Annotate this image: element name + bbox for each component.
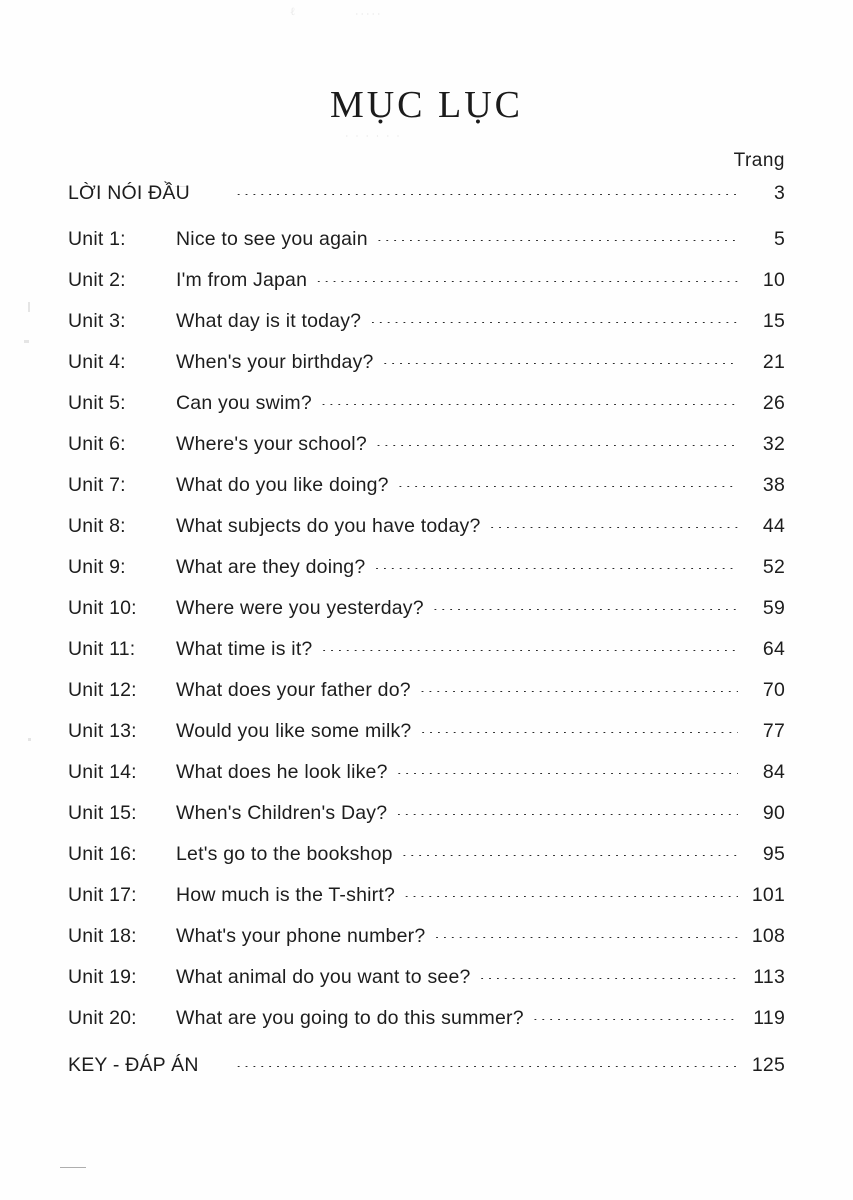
toc-entry-unit: Unit 7: [68,474,126,496]
leader-dots [490,527,739,528]
toc-entry-unit: Unit 3: [68,310,126,332]
toc-entry[interactable] [68,679,785,720]
toc-entry-unit: Unit 8: [68,515,126,537]
toc-entry-title: What does your father do? [176,679,411,701]
leader-dots [404,896,738,897]
leader-dots [480,978,738,979]
toc-entry-page: 3 [773,182,785,204]
toc-entry-page: 108 [751,925,785,947]
toc-entry-title: What are you going to do this summer? [176,1007,524,1029]
toc-entry-title: What are they doing? [176,556,366,578]
toc-entry[interactable] [68,228,785,269]
page-title: MỤC LỤC [329,84,524,127]
leader-dots [434,937,738,938]
leader-dots [236,1066,738,1067]
toc-entry[interactable] [68,802,785,843]
scan-artifact [28,302,30,312]
toc-entry-front-matter[interactable] [68,182,785,228]
leader-dots [398,486,738,487]
toc-entry-unit: Unit 17: [68,884,137,906]
toc-entry[interactable] [68,515,785,556]
toc-entry-page: 77 [762,720,785,742]
toc-entry-title: I'm from Japan [176,269,308,291]
toc-entry-title: Would you like some milk? [176,720,412,742]
leader-dots [533,1019,738,1020]
toc-entry-title: Nice to see you again [176,228,368,250]
toc-entry[interactable] [68,351,785,392]
leader-dots [377,240,738,241]
toc-entry-title: What does he look like? [176,761,388,783]
toc-entry-unit: Unit 6: [68,433,126,455]
leader-dots [433,609,738,610]
toc-entry-title: What subjects do you have today? [176,515,481,537]
toc-entry[interactable] [68,638,785,679]
toc-entry-title: When's your birthday? [176,351,374,373]
toc-entry-page: 84 [762,761,785,783]
toc-entry-unit: Unit 16: [68,843,137,865]
scan-artifact: ‧‧‧‧‧ [355,9,383,21]
leader-dots [396,814,738,815]
toc-entry[interactable] [68,925,785,966]
toc-entry-page: 21 [762,351,785,373]
toc-entry-unit: Unit 20: [68,1007,137,1029]
toc-entry-page: 26 [762,392,785,414]
toc-entry-unit: Unit 2: [68,269,126,291]
toc-entry-unit: Unit 5: [68,392,126,414]
toc-entry[interactable] [68,556,785,597]
toc-entry-page: 38 [762,474,785,496]
table-of-contents [68,182,785,1100]
leader-dots [316,281,738,282]
toc-entry-title: What time is it? [176,638,313,660]
toc-entry-label: KEY - ĐÁP ÁN [68,1054,199,1076]
toc-entry-page: 95 [762,843,785,865]
leader-dots [397,773,738,774]
toc-entry-page: 70 [762,679,785,701]
toc-entry[interactable] [68,310,785,351]
leader-dots [321,650,738,651]
toc-entry-unit: Unit 12: [68,679,137,701]
toc-entry-back-matter[interactable] [68,1054,785,1100]
toc-entry-unit: Unit 1: [68,228,126,250]
toc-entry[interactable] [68,761,785,802]
toc-entry-page: 10 [762,269,785,291]
toc-entry-page: 15 [762,310,785,332]
toc-entry[interactable] [68,1007,785,1048]
toc-entry-page: 59 [762,597,785,619]
leader-dots [376,445,738,446]
toc-entry-title: Let's go to the bookshop [176,843,393,865]
toc-entry-unit: Unit 15: [68,802,137,824]
leader-dots [420,732,738,733]
toc-entry-title: How much is the T-shirt? [176,884,396,906]
toc-entry-label: LỜI NÓI ĐẦU [68,182,190,204]
toc-entry[interactable] [68,884,785,925]
toc-entry-unit: Unit 11: [68,638,136,660]
leader-dots [321,404,738,405]
toc-entry-page: 90 [762,802,785,824]
toc-entry[interactable] [68,269,785,310]
toc-entry[interactable] [68,392,785,433]
toc-entry-unit: Unit 18: [68,925,137,947]
toc-entry-page: 64 [762,638,785,660]
toc-entry-title: Where were you yesterday? [176,597,424,619]
toc-entry-page: 32 [762,433,785,455]
toc-entry[interactable] [68,720,785,761]
toc-entry[interactable] [68,474,785,515]
leader-dots [402,855,738,856]
toc-entry-unit: Unit 13: [68,720,137,742]
toc-entry-title: What's your phone number? [176,925,426,947]
toc-entry-page: 119 [753,1007,785,1029]
toc-entry-unit: Unit 10: [68,597,137,619]
leader-dots [374,568,738,569]
toc-entry[interactable] [68,843,785,884]
toc-entry-unit: Unit 4: [68,351,126,373]
scan-artifact [24,340,29,343]
leader-dots [420,691,738,692]
page-column-header: Trang [733,150,785,171]
toc-entry[interactable] [68,966,785,1007]
leader-dots [236,194,738,195]
toc-entry-title: What animal do you want to see? [176,966,471,988]
toc-entry-title: Can you swim? [176,392,312,414]
toc-entry-page: 52 [762,556,785,578]
toc-entry-title: Where's your school? [176,433,367,455]
leader-dots [383,363,738,364]
leader-dots [370,322,738,323]
scan-artifact: ℓ [290,6,298,18]
toc-entry-unit: Unit 19: [68,966,137,988]
toc-entry-unit: Unit 9: [68,556,126,578]
toc-entry-title: What day is it today? [176,310,362,332]
toc-entry[interactable] [68,433,785,474]
page-edge-mark [60,1167,86,1168]
toc-entry-title: When's Children's Day? [176,802,388,824]
toc-entry[interactable] [68,597,785,638]
toc-entry-page: 125 [751,1054,785,1076]
toc-entry-page: 5 [773,228,785,250]
toc-entry-page: 44 [762,515,785,537]
scan-artifact [28,738,31,741]
toc-entry-title: What do you like doing? [176,474,389,496]
toc-entry-page: 101 [751,884,785,906]
toc-entry-unit: Unit 14: [68,761,137,783]
scan-artifact: ‧ ‧ ‧ ‧ ‧ ‧ [345,131,402,143]
toc-entry-page: 113 [753,966,785,988]
